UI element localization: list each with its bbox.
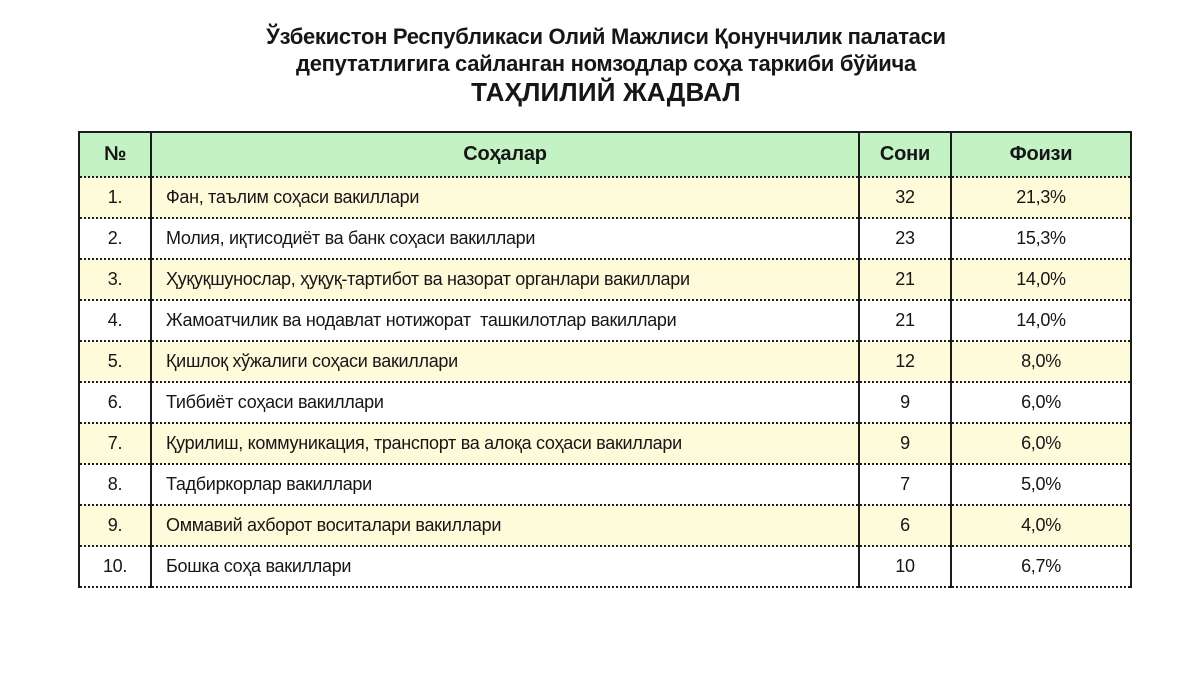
cell-row-number: 8. [79, 464, 151, 505]
cell-percent: 14,0% [951, 259, 1131, 300]
cell-percent: 6,0% [951, 382, 1131, 423]
column-header-sector: Соҳалар [151, 132, 859, 177]
cell-percent: 8,0% [951, 341, 1131, 382]
cell-sector-name: Оммавий ахборот воситалари вакиллари [151, 505, 859, 546]
cell-percent: 5,0% [951, 464, 1131, 505]
cell-count: 7 [859, 464, 951, 505]
cell-sector-name: Фан, таълим соҳаси вакиллари [151, 177, 859, 218]
cell-count: 12 [859, 341, 951, 382]
title-line-3: ТАҲЛИЛИЙ ЖАДВАЛ [471, 77, 741, 107]
cell-percent: 14,0% [951, 300, 1131, 341]
table-row [79, 423, 1131, 464]
table-header [79, 132, 1131, 177]
cell-row-number: 3. [79, 259, 151, 300]
cell-percent: 6,7% [951, 546, 1131, 587]
cell-row-number: 9. [79, 505, 151, 546]
cell-percent: 21,3% [951, 177, 1131, 218]
cell-row-number: 2. [79, 218, 151, 259]
cell-count: 21 [859, 259, 951, 300]
header-row [79, 132, 1131, 177]
cell-sector-name: Тадбиркорлар вакиллари [151, 464, 859, 505]
column-header-num: № [79, 132, 151, 177]
cell-row-number: 5. [79, 341, 151, 382]
cell-row-number: 10. [79, 546, 151, 587]
table-row [79, 546, 1131, 587]
cell-row-number: 4. [79, 300, 151, 341]
cell-row-number: 1. [79, 177, 151, 218]
title-line-2: депутатлигига сайланган номзодлар соҳа таркиби бўйича [296, 51, 916, 76]
cell-count: 9 [859, 423, 951, 464]
cell-count: 32 [859, 177, 951, 218]
table-row [79, 259, 1131, 300]
cell-percent: 15,3% [951, 218, 1131, 259]
table-row [79, 300, 1131, 341]
table-row [79, 464, 1131, 505]
cell-row-number: 6. [79, 382, 151, 423]
cell-sector-name: Бошка соҳа вакиллари [151, 546, 859, 587]
table-row [79, 382, 1131, 423]
table-row [79, 341, 1131, 382]
cell-sector-name: Жамоатчилик ва нодавлат нотижорат ташкилотлар вакиллари [151, 300, 859, 341]
table-row [79, 177, 1131, 218]
column-header-count: Сони [859, 132, 951, 177]
cell-row-number: 7. [79, 423, 151, 464]
page-title [0, 23, 1200, 107]
cell-percent: 6,0% [951, 423, 1131, 464]
table-body [79, 177, 1131, 587]
cell-sector-name: Тиббиёт соҳаси вакиллари [151, 382, 859, 423]
cell-sector-name: Молия, иқтисодиёт ва банк соҳаси вакиллари [151, 218, 859, 259]
cell-sector-name: Ҳуқуқшунослар, ҳуқуқ-тартибот ва назорат органлари вакиллари [151, 259, 859, 300]
table-row [79, 505, 1131, 546]
cell-count: 6 [859, 505, 951, 546]
sectors-table-container [78, 131, 1132, 588]
cell-count: 21 [859, 300, 951, 341]
table-row [79, 218, 1131, 259]
cell-sector-name: Қурилиш, коммуникация, транспорт ва алоқа соҳаси вакиллари [151, 423, 859, 464]
cell-count: 10 [859, 546, 951, 587]
title-line-1: Ўзбекистон Республикаси Олий Мажлиси Қонунчилик палатаси [266, 24, 946, 49]
cell-sector-name: Қишлоқ хўжалиги соҳаси вакиллари [151, 341, 859, 382]
sectors-table [78, 131, 1132, 588]
column-header-percent: Фоизи [951, 132, 1131, 177]
cell-percent: 4,0% [951, 505, 1131, 546]
cell-count: 9 [859, 382, 951, 423]
cell-count: 23 [859, 218, 951, 259]
